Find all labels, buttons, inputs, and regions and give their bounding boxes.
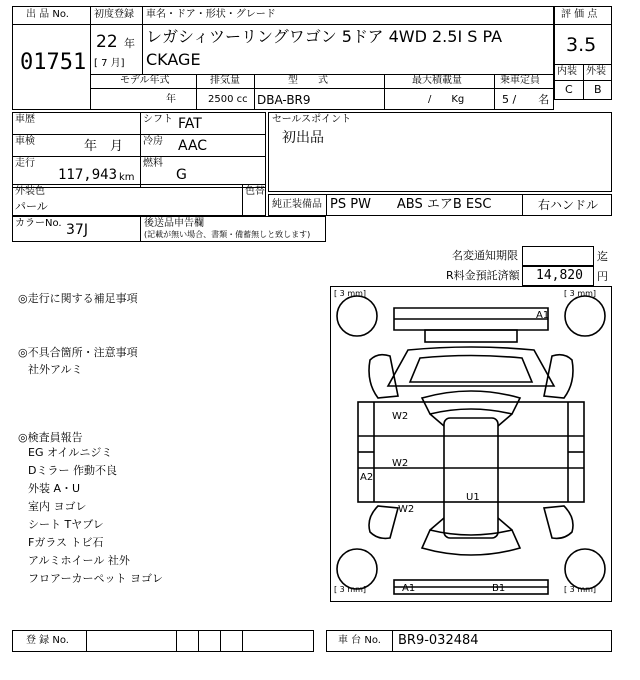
tire-label-rear-left: [ 3 mm]	[334, 585, 367, 594]
inspection-value: 年 月	[84, 139, 124, 154]
steering-value: 右ハンドル	[538, 198, 599, 212]
exterior-label: 外装	[586, 66, 606, 77]
capacity-value: 5 / 名	[502, 93, 550, 106]
mark-w2-top: W2	[392, 411, 409, 422]
first-reg-month: [ 7 月]	[94, 58, 125, 69]
inspector-line: Dミラー 作動不良	[28, 464, 117, 477]
type-label: 型 式	[288, 75, 328, 86]
vehicle-name-line1: レガシィツーリングワゴン 5ドア 4WD 2.5I S PA	[146, 27, 503, 46]
tire-label-front-left: [ 3 mm]	[334, 289, 367, 298]
defects-line: 社外アルミ	[28, 363, 83, 376]
defects-title: ◎不具合箇所・注意事項	[18, 346, 138, 359]
color-no-label: カラーNo.	[15, 218, 62, 229]
displacement-label: 排気量	[210, 75, 240, 86]
shift-value: FAT	[178, 116, 202, 132]
repaint-label: 色替	[245, 186, 265, 197]
mileage-value: 117,943	[58, 167, 118, 183]
vehicle-name-line2: CKAGE	[146, 50, 201, 69]
notice-unit: 迄	[597, 250, 608, 263]
tire-label-front-right: [ 3 mm]	[564, 289, 597, 298]
equipment-value: PS PW ABS エアB ESC	[330, 197, 492, 212]
sales-point-label: セールスポイント	[272, 114, 352, 125]
max-load-label: 最大積載量	[412, 75, 462, 86]
inspector-line: EG オイルニジミ	[28, 446, 113, 459]
vehicle-label: 車名・ドア・形状・グレード	[146, 9, 276, 20]
exterior-color-value: パール	[15, 200, 48, 213]
mark-w2-bottom: W2	[398, 504, 415, 515]
color-no-value: 37J	[66, 222, 88, 238]
inspector-title: ◎検査員報告	[18, 431, 83, 444]
mileage-unit: km	[119, 172, 135, 183]
first-reg-label: 初度登録	[94, 9, 134, 20]
recycle-unit: 円	[597, 270, 608, 283]
history-label: 車歴	[15, 114, 35, 125]
model-year-label: モデル年式	[120, 75, 170, 86]
notice-box	[522, 246, 594, 266]
exterior-color-label: 外装色	[15, 186, 45, 197]
recycle-value: 14,820	[536, 268, 583, 283]
inspector-line: 外装 A・U	[28, 482, 81, 495]
color-table	[12, 184, 266, 216]
interior-label: 内装	[557, 66, 577, 77]
mark-a1-front: A1	[536, 310, 550, 321]
car-damage-diagram	[330, 286, 612, 602]
first-reg-year: 22	[96, 32, 118, 52]
equipment-label: 純正装備品	[272, 199, 322, 210]
lot-number: 01751	[20, 50, 87, 75]
mileage-label: 走行	[15, 158, 35, 169]
fuel-value: G	[176, 167, 187, 183]
mark-u1: U1	[466, 492, 480, 503]
shift-label: シフト	[143, 114, 173, 125]
mark-w2-mid: W2	[392, 458, 409, 469]
mark-a1-rear: A1	[402, 583, 416, 594]
inspector-line: Fガラス トビ石	[28, 536, 104, 549]
score-label: 評 価 点	[561, 9, 598, 20]
model-year-unit: 年	[166, 94, 176, 105]
tire-label-rear-right: [ 3 mm]	[564, 585, 597, 594]
fuel-label: 燃料	[143, 158, 163, 169]
lot-label: 出 品 No.	[26, 9, 69, 20]
inspection-label: 車検	[15, 136, 35, 147]
specs-table	[12, 112, 266, 188]
inspector-line: 室内 ヨゴレ	[28, 500, 87, 513]
score-value: 3.5	[566, 34, 597, 56]
ac-label: 冷房	[143, 136, 163, 147]
mark-a2: A2	[360, 472, 374, 483]
interior-grade: C	[565, 83, 573, 96]
inspector-line: フロアーカーペット ヨゴレ	[28, 572, 163, 585]
chassis-label: 車 台 No.	[338, 635, 381, 646]
exterior-grade: B	[594, 83, 602, 96]
capacity-label: 乗車定員	[500, 75, 540, 86]
max-load-value: / Kg	[428, 94, 465, 105]
recycle-label: R料金預託済額	[446, 269, 520, 282]
aftermarket-label: 後送品申告欄	[144, 218, 204, 229]
displacement-value: 2500 cc	[208, 94, 248, 105]
inspector-line: アルミホイール 社外	[28, 554, 130, 567]
inspector-line: シート Tヤブレ	[28, 518, 104, 531]
driving-notes-title: ◎走行に関する補足事項	[18, 292, 138, 305]
mark-b1-rear: B1	[492, 583, 506, 594]
aftermarket-note: (記載が無い場合、書類・備蓄無しと致します)	[144, 230, 311, 239]
chassis-value: BR9-032484	[398, 633, 479, 648]
type-value: DBA-BR9	[257, 93, 311, 107]
notice-label: 名変通知期限	[452, 249, 518, 262]
sales-point-value: 初出品	[282, 130, 324, 146]
registration-label: 登 録 No.	[26, 635, 69, 646]
ac-value: AAC	[178, 138, 208, 154]
year-unit: 年	[124, 37, 135, 50]
